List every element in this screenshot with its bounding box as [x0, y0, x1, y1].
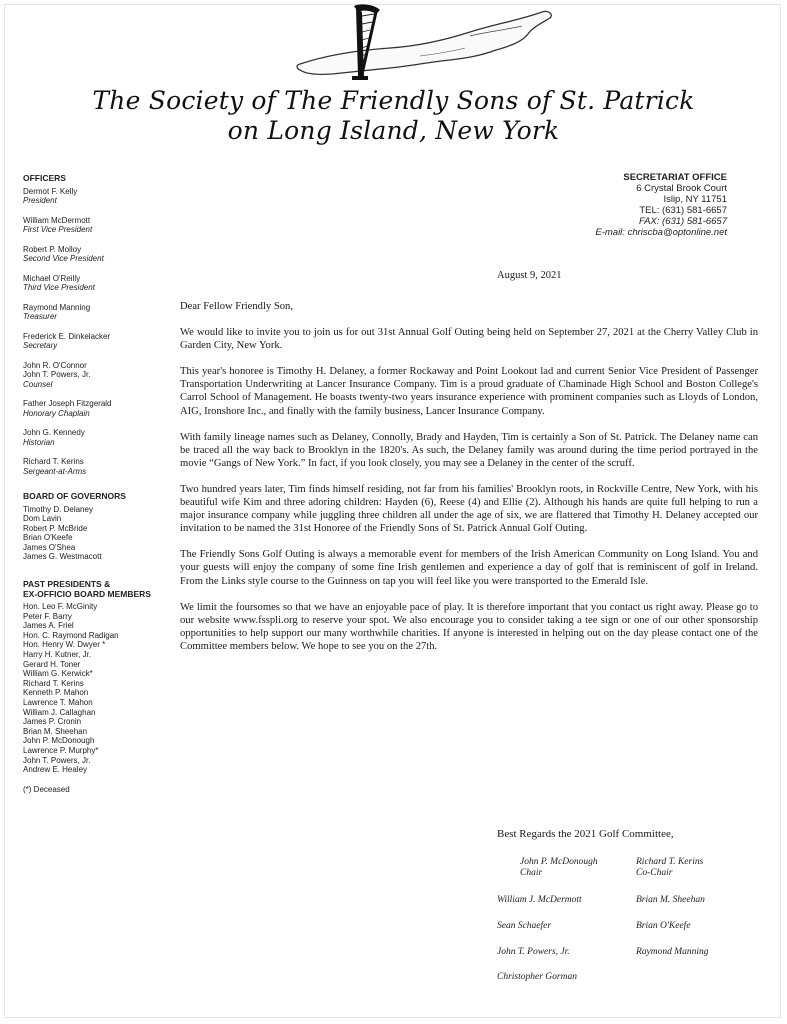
list-item: Hon. Henry W. Dwyer *	[23, 640, 106, 650]
list-item: James A. Friel	[23, 621, 74, 631]
letter-paragraph: Two hundred years later, Tim finds himself residing, not far from his families' Brooklyn roots, in Rockville Centre, New York, with his beautiful wife Kim and three adoring children: Hayden (6), Reese (4) and Ellie (2). Although his hands are quite full helping to run a major insurance company while juggling three children all under the age of six, we are flattered that Timothy H. Delaney accepted our invitation to be named the 31st Honoree of the Friendly Sons of St. Patrick Annual Golf Outing.	[180, 483, 758, 535]
telephone: TEL: (631) 581-6657	[639, 205, 727, 216]
committee-member: Sean Schaefer	[497, 921, 552, 931]
governors-heading: BOARD OF GOVERNORS	[23, 491, 126, 501]
list-item: Brian O'Keefe	[23, 533, 73, 543]
email: E-mail: chriscba@optonline.net	[595, 227, 727, 238]
officer-name: John G. Kennedy	[23, 428, 85, 437]
list-item: Lawrence T. Mahon	[23, 698, 93, 707]
officer-title: Second Vice President	[23, 254, 104, 263]
officer-entry	[23, 399, 183, 418]
committee-member: Christopher Gorman	[497, 972, 577, 982]
society-title-line2: on Long Island, New York	[227, 116, 560, 145]
list-item: Timothy D. Delaney	[23, 504, 93, 514]
ex-officio-heading: EX-OFFICIO BOARD MEMBERS	[23, 588, 151, 599]
committee-member: Brian O'Keefe	[636, 921, 691, 931]
deceased-note: (*) Deceased	[23, 784, 70, 794]
officer-name: Raymond Manning	[23, 302, 91, 312]
committee-member: Brian M. Sheehan	[636, 895, 705, 905]
committee-member: Raymond Manning	[636, 947, 709, 957]
officer-entry	[23, 245, 183, 264]
fax: FAX: (631) 581-6657	[638, 216, 727, 227]
list-item: Harry H. Kutner, Jr.	[23, 650, 92, 660]
list-item: James O'Shea	[23, 542, 76, 552]
officer-name: Father Joseph Fitzgerald	[23, 399, 112, 408]
list-item: William J. Callaghan	[23, 707, 96, 717]
society-title-line1: The Society of The Friendly Sons of St. Patrick	[92, 86, 695, 115]
officer-entry	[23, 457, 183, 476]
salutation: Dear Fellow Friendly Son,	[180, 301, 293, 312]
list-item: Brian M. Sheehan	[23, 726, 88, 736]
past-presidents-list	[23, 602, 183, 775]
committee-member: John T. Powers, Jr.	[497, 947, 570, 957]
officer-title: Secretary	[23, 341, 58, 350]
past-presidents-heading: PAST PRESIDENTS &	[23, 579, 111, 590]
committee-name: Richard T. Kerins	[636, 857, 704, 867]
letter-date: August 9, 2021	[497, 270, 562, 281]
harp-and-long-island-map-icon	[270, 2, 570, 84]
list-item: Richard T. Kerins	[23, 678, 84, 688]
letter-body	[180, 300, 758, 666]
list-item: Lawrence P. Murphy*	[23, 745, 99, 755]
list-item: Hon. Leo F. McGinity	[23, 602, 98, 612]
list-item: Dom Lavin	[23, 514, 62, 524]
secretariat-block	[595, 172, 727, 238]
letter-paragraph: We limit the foursomes so that we have an enjoyable pace of play. It is therefore important that you contact us right away. Please go to our website www.fsspli.org to reserve your spot. We also encourage you to consider taking a tee sign or one of our other sponsorship opportunities to help support our many worthwhile charities. If anyone is interested in helping out on the day please contact one of the Committee members below. We hope to see you on the 27th.	[180, 601, 758, 652]
officers-heading: OFFICERS	[23, 173, 66, 183]
list-item: Robert P. McBride	[23, 523, 88, 533]
letter-paragraph: This year's honoree is Timothy H. Delaney, a former Rockaway and Point Lookout lad and current Senior Vice President of Passenger Transportation Underwriting at Lancer Insurance Company. Tim is a proud graduate of Chaminade High School and Boston College's Carrol School of Management. He boasts twenty-two years insurance experience with prominent companies such as Lloyds of London, AIG, Ironshore Inc., and finally with the family business, Lancer Insurance Company.	[180, 366, 758, 417]
list-item: Andrew E. Healey	[23, 765, 88, 775]
committee-chair	[520, 857, 598, 879]
officer-name: Robert P. Molloy	[23, 244, 82, 254]
officer-name: Richard T. Kerins	[23, 457, 84, 466]
officer-title: Counsel	[23, 379, 53, 389]
officer-name: John T. Powers, Jr.	[23, 370, 91, 379]
letter-paragraph: The Friendly Sons Golf Outing is always a memorable event for members of the Irish American Community on Long Island. You and your guests will enjoy the company of some fine Irish gentlemen and experience a day of golf that is reminiscent of golf in Ireland. From the Links style course to the Guinness on tap you will feel like you were transported to the Emerald Isle.	[180, 549, 758, 587]
governors-list	[23, 505, 183, 563]
officer-entry	[23, 303, 183, 322]
secretariat-heading: SECRETARIAT OFFICE	[623, 172, 727, 183]
society-title	[0, 86, 787, 146]
closing: Best Regards the 2021 Golf Committee,	[497, 828, 674, 840]
list-item: James P. Cronin	[23, 717, 82, 727]
committee-cochair	[636, 857, 703, 879]
list-item: John T. Powers, Jr.	[23, 755, 91, 765]
officer-title: Third Vice President	[23, 283, 95, 292]
committee-title: Chair	[520, 868, 543, 878]
officer-entry	[23, 361, 183, 390]
officers-sidebar	[23, 174, 183, 794]
list-item: Gerard H. Toner	[23, 659, 81, 669]
letter-paragraph: We would like to invite you to join us for out 31st Annual Golf Outing being held on September 27, 2021 at the Cherry Valley Club in Garden City, New York.	[180, 327, 758, 352]
officer-name: Michael O'Reilly	[23, 273, 81, 283]
officer-name: John R. O'Connor	[23, 360, 87, 370]
officer-entry	[23, 274, 183, 293]
list-item: Peter F. Barry	[23, 611, 72, 621]
list-item: James G. Westmacott	[23, 552, 102, 562]
committee-member: William J. McDermott	[497, 895, 582, 905]
officer-title: First Vice President	[23, 225, 93, 234]
officer-name: Dermot F. Kelly	[23, 186, 78, 196]
officer-title: President	[23, 196, 57, 205]
officer-entry	[23, 332, 183, 351]
address-line: 6 Crystal Brook Court	[636, 183, 727, 194]
officer-entry	[23, 216, 183, 235]
officer-title: Sergeant-at-Arms	[23, 466, 87, 476]
letter-paragraph: With family lineage names such as Delaney, Connolly, Brady and Hayden, Tim is certainly a Son of St. Patrick. The Delaney name can be traced all the way back to Brooklyn in the 1820's. As such, the Delaney family was around during the time period portrayed in the movie “Gangs of New York.” In fact, if you look closely, you may see a Delaney in the center of the scruff.	[180, 431, 758, 469]
list-item: John P. McDonough	[23, 736, 95, 746]
list-item: Hon. C. Raymond Radigan	[23, 630, 119, 640]
officer-name: Frederick E. Dinkelacker	[23, 331, 111, 341]
officer-title: Honorary Chaplain	[23, 408, 90, 418]
officer-entry	[23, 428, 183, 447]
committee-title: Co-Chair	[636, 868, 673, 878]
officer-title: Historian	[23, 437, 55, 447]
officer-entry	[23, 187, 183, 206]
committee-name: John P. McDonough	[520, 857, 598, 867]
list-item: William G. Kerwick*	[23, 669, 93, 679]
officer-title: Treasurer	[23, 312, 58, 321]
list-item: Kenneth P. Mahon	[23, 688, 89, 698]
address-line: Islip, NY 11751	[663, 194, 727, 205]
officer-name: William McDermott	[23, 215, 91, 225]
